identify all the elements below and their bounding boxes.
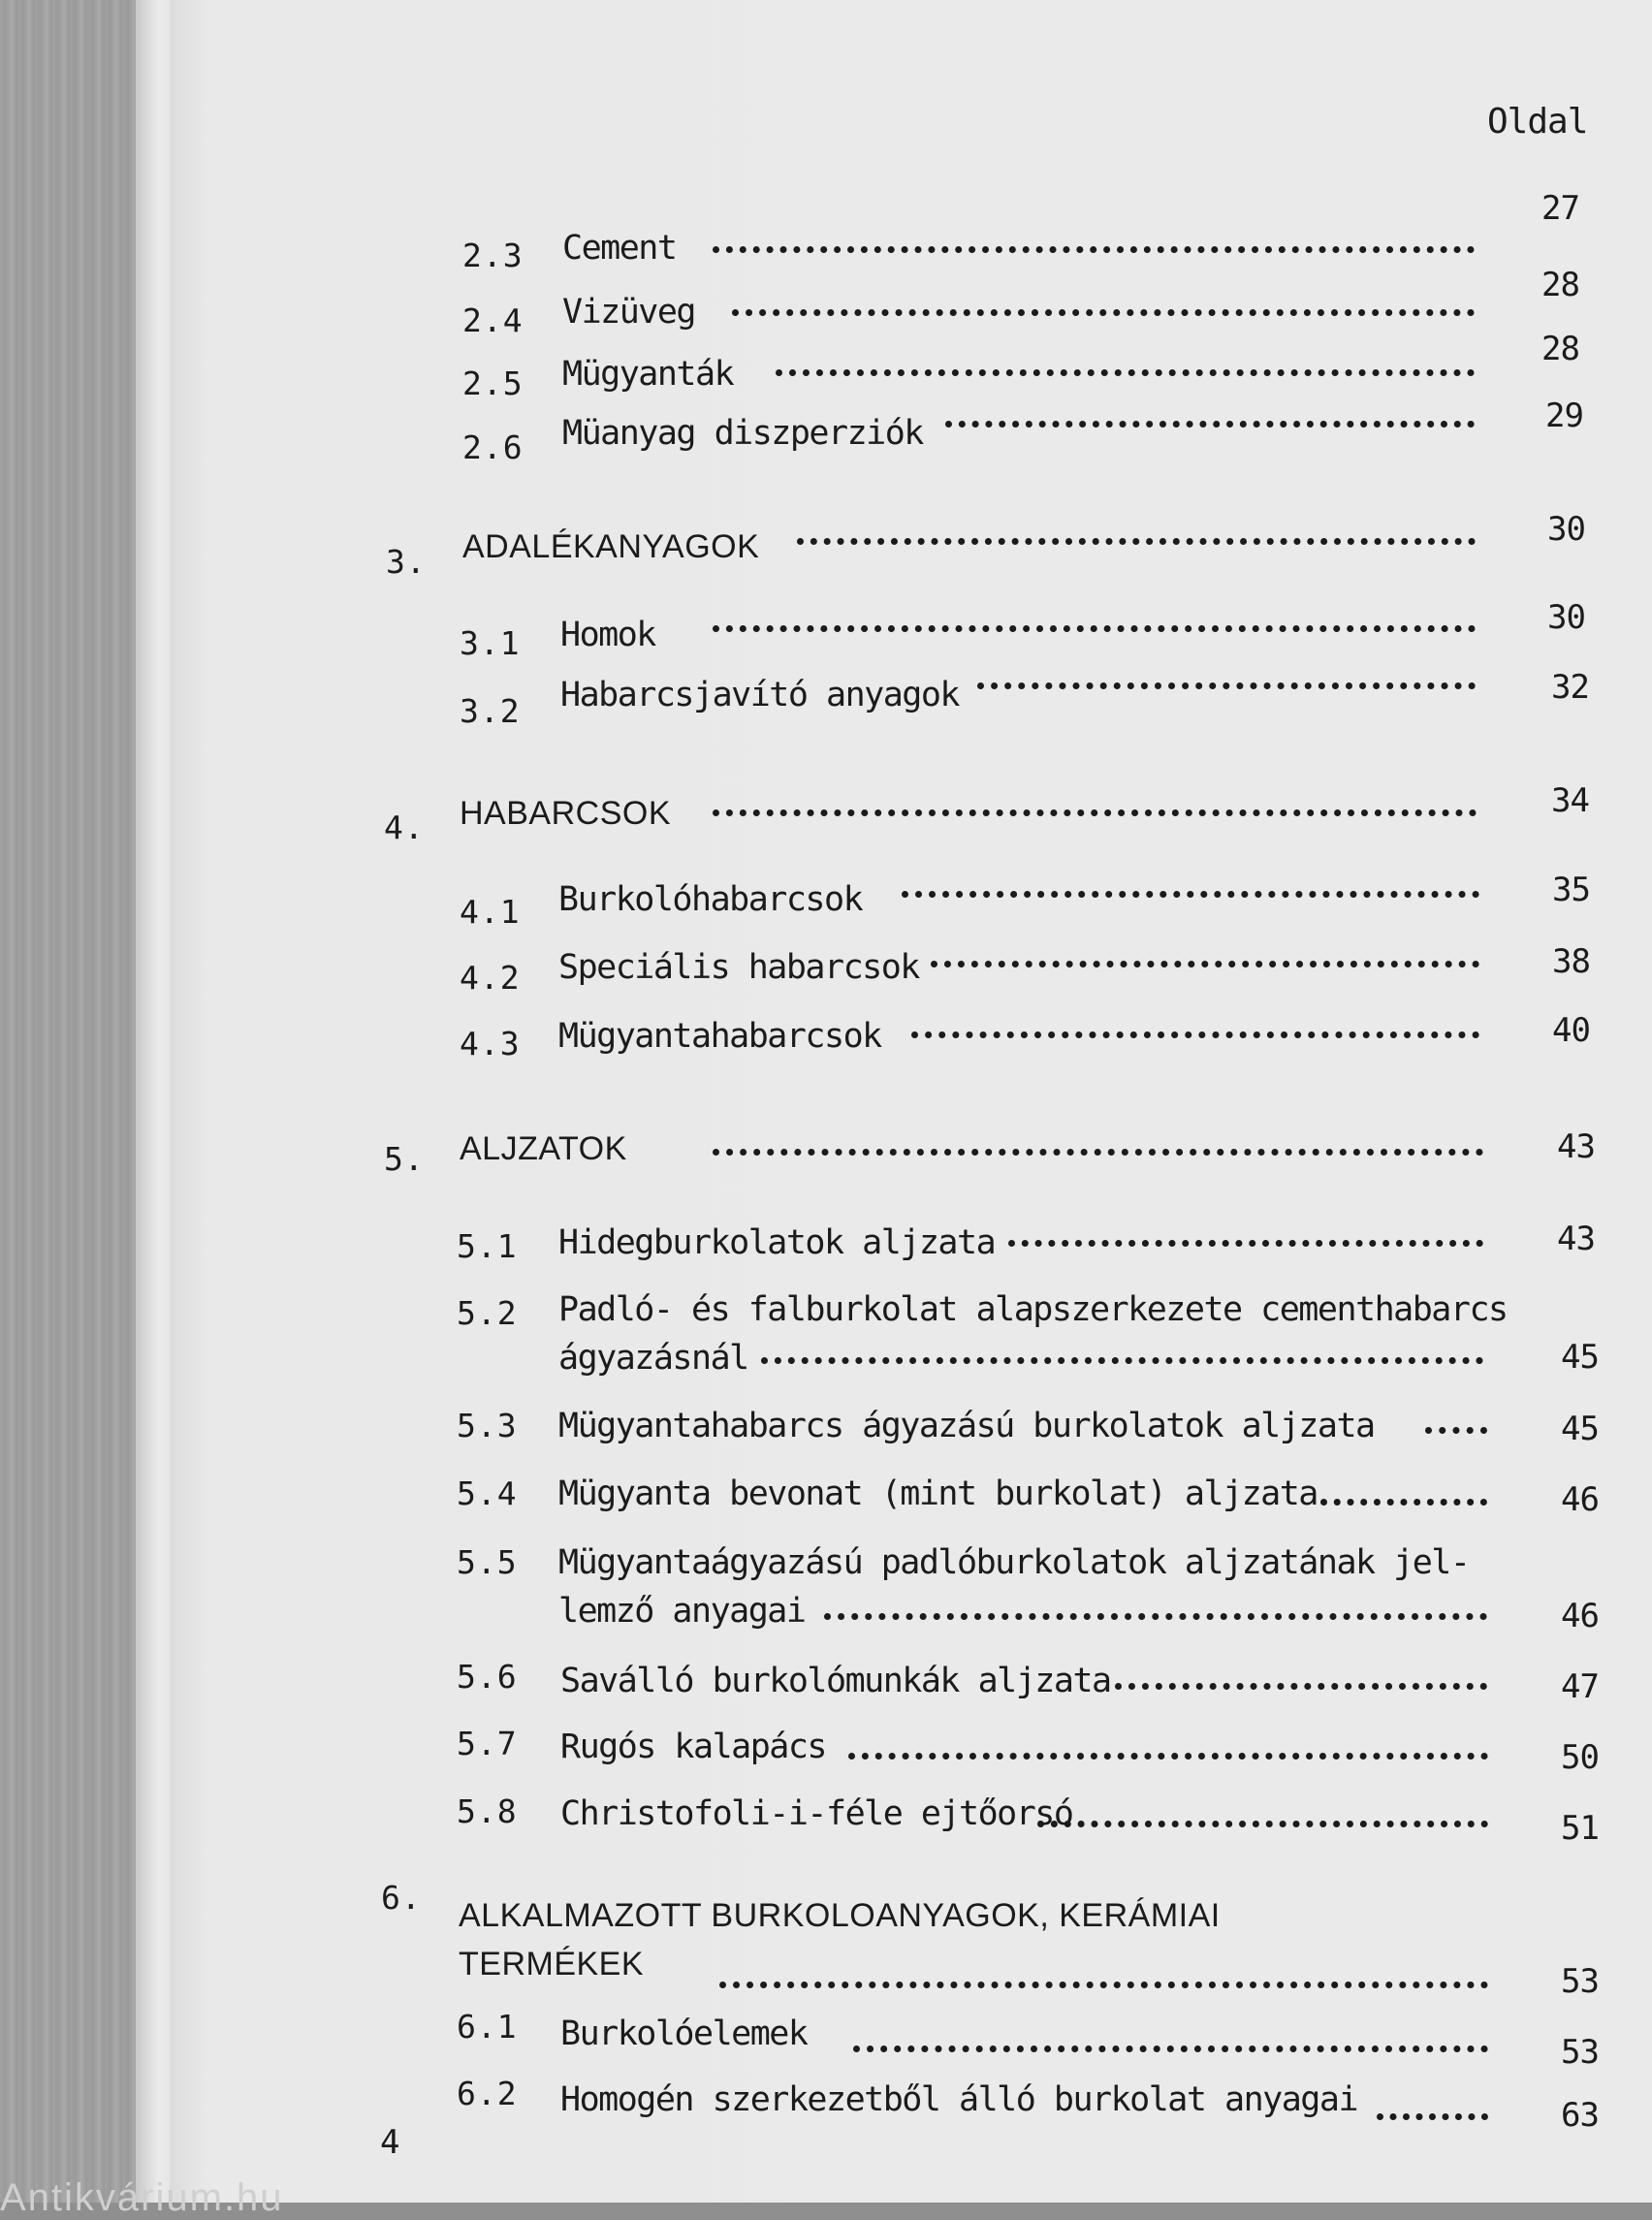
toc-entry-page: 30 xyxy=(1547,510,1585,549)
toc-entry-page: 43 xyxy=(1557,1220,1595,1258)
toc-leader-dots xyxy=(824,1613,1487,1620)
toc-entry-title-continued: ágyazásnál xyxy=(558,1339,748,1378)
toc-entry-page: 43 xyxy=(1557,1127,1595,1166)
toc-entry-page: 53 xyxy=(1561,2033,1599,2072)
toc-entry-page: 30 xyxy=(1547,598,1585,637)
toc-entry-number: 3.2 xyxy=(460,692,521,730)
toc-entry-number: 5.2 xyxy=(457,1294,518,1332)
toc-leader-dots xyxy=(776,369,1475,376)
page-edge xyxy=(136,0,175,2203)
toc-entry-number: 4.2 xyxy=(460,959,521,997)
toc-section-title: ALJZATOK xyxy=(460,1130,627,1167)
toc-entry-number: 4.1 xyxy=(460,893,521,931)
toc-leader-dots xyxy=(1425,1427,1487,1434)
toc-entry-title: Mügyanta bevonat (mint burkolat) aljzata xyxy=(558,1475,1318,1513)
toc-section-number: 3. xyxy=(386,543,427,581)
toc-entry-page: 38 xyxy=(1552,942,1590,981)
toc-entry-title: Burkolóelemek xyxy=(560,2014,808,2053)
toc-leader-dots xyxy=(1377,2113,1488,2120)
toc-entry-number: 6.1 xyxy=(457,2008,518,2046)
toc-entry-number: 3.1 xyxy=(460,624,521,662)
toc-leader-dots xyxy=(732,309,1475,316)
toc-leader-dots xyxy=(713,625,1476,632)
toc-leader-dots xyxy=(713,246,1475,253)
toc-entry-title: Christofoli-i-féle ejtőorsó xyxy=(560,1794,1073,1833)
toc-entry-title: Padló- és falburkolat alapszerkezete cementhabarcs xyxy=(558,1290,1508,1329)
toc-leader-dots xyxy=(1320,1499,1487,1506)
toc-entry-number: 2.4 xyxy=(462,301,524,339)
toc-entry-page: 51 xyxy=(1561,1809,1599,1848)
toc-leader-dots xyxy=(1115,1683,1487,1690)
toc-entry-page: 46 xyxy=(1561,1597,1599,1635)
toc-entry-page: 45 xyxy=(1561,1338,1599,1377)
toc-entry-page: 46 xyxy=(1561,1480,1599,1519)
toc-entry-title: Mügyantaágyazású padlóburkolatok aljzatának jel- xyxy=(558,1543,1470,1582)
toc-entry-number: 2.5 xyxy=(462,365,524,402)
toc-entry-title: Vizüveg xyxy=(562,293,696,332)
toc-leader-dots xyxy=(719,1982,1488,1988)
toc-entry-page: 63 xyxy=(1561,2096,1599,2135)
toc-leader-dots xyxy=(848,1753,1488,1760)
toc-entry-title: Homogén szerkezetből álló burkolat anyagai xyxy=(560,2080,1358,2119)
toc-leader-dots xyxy=(853,2046,1488,2052)
toc-entry-page: 35 xyxy=(1552,871,1590,909)
toc-entry-title: Müanyag diszperziók xyxy=(562,414,923,453)
toc-entry-page: 27 xyxy=(1541,189,1579,228)
toc-entry-title: Homok xyxy=(560,616,655,654)
toc-entry-title: Mügyanták xyxy=(562,355,734,394)
toc-section-number: 4. xyxy=(384,809,425,846)
watermark: Antikvárium.hu xyxy=(0,2176,284,2219)
toc-entry-number: 5.1 xyxy=(457,1227,518,1265)
toc-section-title: ADALÉKANYAGOK xyxy=(462,528,760,565)
toc-entry-title: Burkolóhabarcsok xyxy=(558,880,863,919)
toc-entry-title: Habarcsjavító anyagok xyxy=(560,676,960,714)
toc-entry-page: 34 xyxy=(1551,781,1589,820)
toc-leader-dots xyxy=(713,809,1477,816)
toc-leader-dots xyxy=(797,538,1476,545)
toc-entry-number: 5.4 xyxy=(457,1475,518,1512)
toc-leader-dots xyxy=(1037,1821,1488,1827)
toc-entry-title: Speciális habarcsok xyxy=(558,948,919,987)
toc-entry-page: 28 xyxy=(1541,330,1579,368)
toc-leader-dots xyxy=(902,891,1479,898)
toc-leader-dots xyxy=(713,1149,1483,1156)
toc-entry-title: Mügyantahabarcs ágyazású burkolatok aljzata xyxy=(558,1407,1375,1445)
toc-leader-dots xyxy=(761,1357,1483,1364)
toc-leader-dots xyxy=(977,682,1476,689)
toc-section-title: HABARCSOK xyxy=(460,795,671,832)
toc-entry-number: 5.3 xyxy=(457,1407,518,1444)
toc-entry-page: 45 xyxy=(1561,1410,1599,1448)
toc-entry-number: 6.2 xyxy=(457,2075,518,2112)
toc-entry-title: Rugós kalapács xyxy=(560,1728,827,1766)
page xyxy=(170,0,1652,2203)
toc-entry-number: 5.8 xyxy=(457,1792,518,1830)
toc-section-title-continued: TERMÉKEK xyxy=(459,1946,645,1982)
toc-leader-dots xyxy=(931,961,1479,967)
page-column-header: Oldal xyxy=(1487,102,1588,142)
toc-entry-title-continued: lemző anyagai xyxy=(558,1592,806,1631)
toc-section-number: 6. xyxy=(381,1879,422,1917)
toc-entry-page: 29 xyxy=(1545,396,1583,435)
toc-section-number: 5. xyxy=(384,1140,425,1178)
toc-entry-title: Saválló burkolómunkák aljzata xyxy=(560,1662,1111,1700)
page-number: 4 xyxy=(380,2123,400,2162)
toc-leader-dots xyxy=(1008,1240,1483,1247)
toc-entry-page: 50 xyxy=(1561,1738,1599,1777)
toc-entry-number: 4.3 xyxy=(460,1025,521,1062)
toc-entry-number: 5.6 xyxy=(457,1658,518,1696)
toc-entry-page: 28 xyxy=(1541,266,1579,304)
toc-entry-number: 2.6 xyxy=(462,428,524,466)
toc-entry-title: Hidegburkolatok aljzata xyxy=(558,1223,996,1262)
toc-entry-number: 5.7 xyxy=(457,1725,518,1762)
toc-entry-page: 53 xyxy=(1561,1962,1599,2001)
toc-entry-title: Cement xyxy=(562,229,677,268)
toc-entry-page: 47 xyxy=(1561,1667,1599,1706)
toc-entry-page: 40 xyxy=(1552,1011,1590,1050)
toc-entry-number: 5.5 xyxy=(457,1543,518,1581)
toc-leader-dots xyxy=(911,1031,1479,1038)
toc-entry-number: 2.3 xyxy=(462,237,524,274)
toc-leader-dots xyxy=(945,421,1475,428)
toc-entry-page: 32 xyxy=(1551,668,1589,707)
toc-section-title: ALKALMAZOTT BURKOLOANYAGOK, KERÁMIAI xyxy=(459,1897,1221,1934)
toc-entry-title: Mügyantahabarcsok xyxy=(558,1017,881,1056)
